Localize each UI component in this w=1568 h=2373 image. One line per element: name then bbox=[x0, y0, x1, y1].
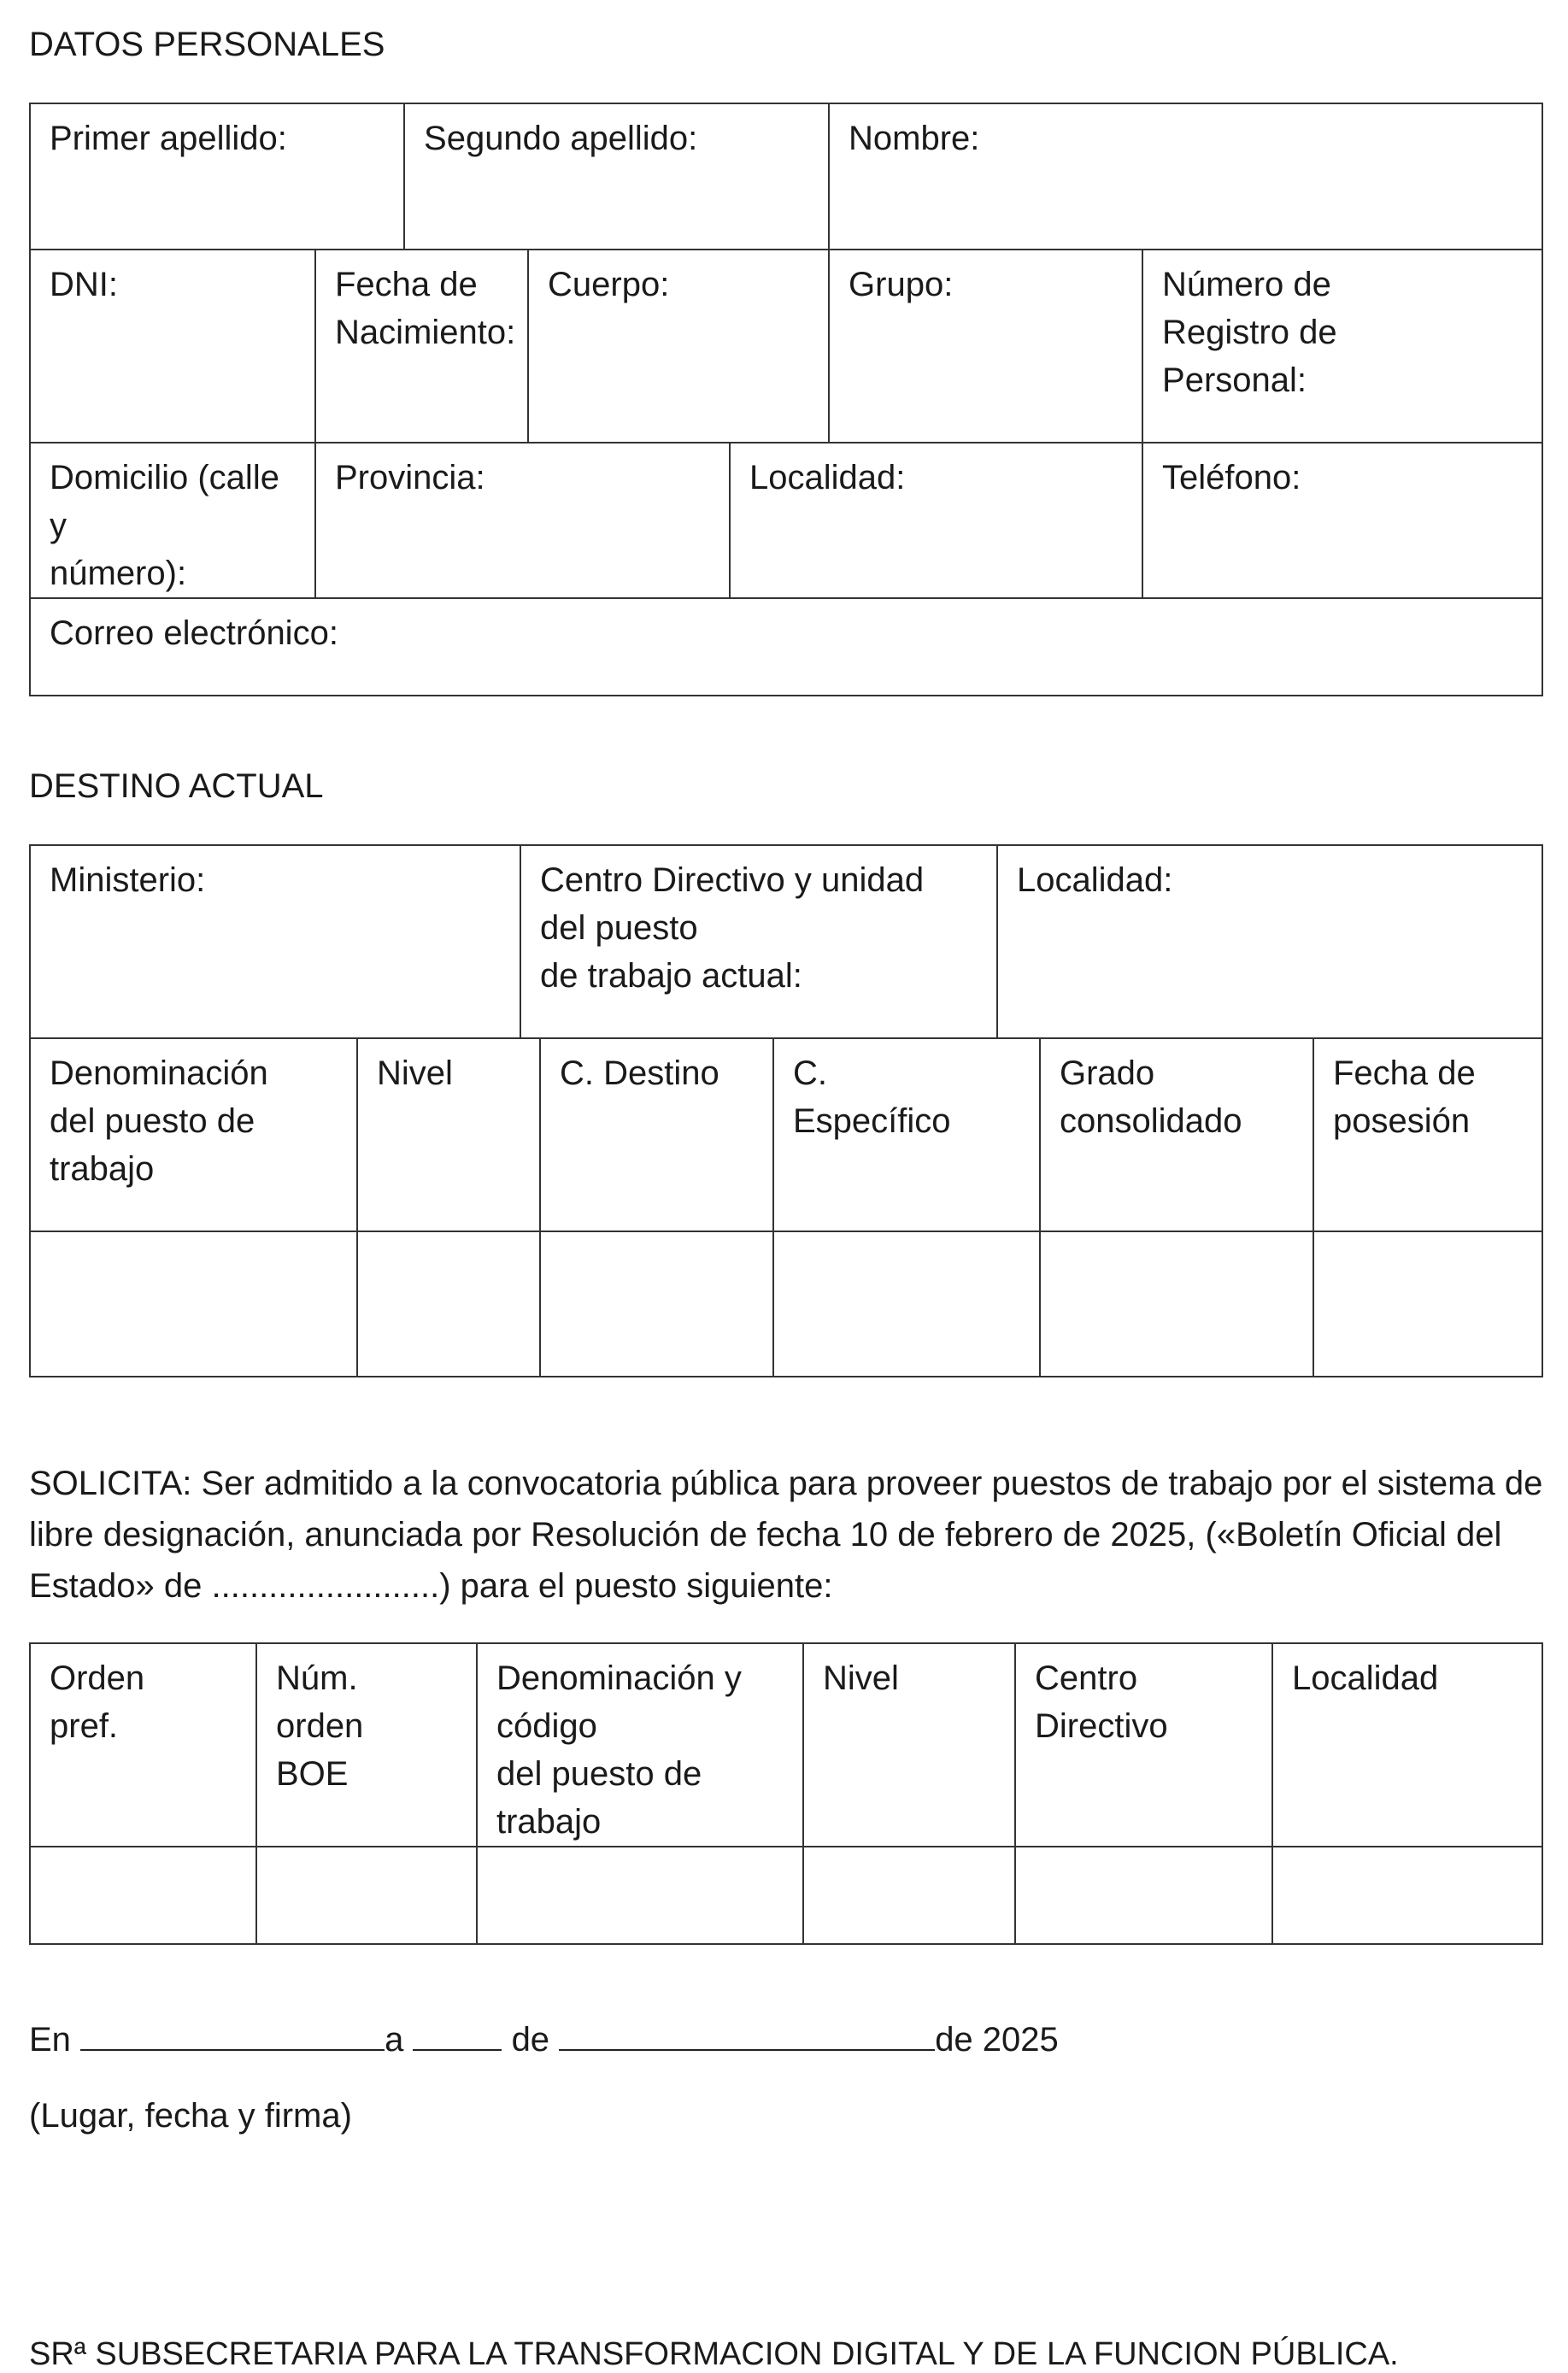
field-localidad-destino[interactable]: Localidad: bbox=[997, 845, 1542, 1038]
label-en: En bbox=[29, 2021, 71, 2059]
blank-mes[interactable] bbox=[559, 2015, 935, 2051]
input-fecha-posesion[interactable] bbox=[1313, 1231, 1542, 1377]
field-centro-directivo-unidad[interactable]: Centro Directivo y unidad del puesto de trabajo actual: bbox=[520, 845, 997, 1038]
input-nivel-puesto[interactable] bbox=[803, 1847, 1015, 1944]
signature-caption: (Lugar, fecha y firma) bbox=[29, 2097, 352, 2135]
header-orden-pref: Orden pref. bbox=[30, 1643, 256, 1847]
datos-personales-table bbox=[29, 103, 1543, 696]
input-c-especifico[interactable] bbox=[773, 1231, 1040, 1377]
header-c-destino: C. Destino bbox=[540, 1038, 773, 1231]
label-year: de 2025 bbox=[935, 2021, 1059, 2059]
section-title-destino-actual: DESTINO ACTUAL bbox=[29, 767, 324, 805]
input-grado-consolidado[interactable] bbox=[1040, 1231, 1313, 1377]
field-provincia[interactable]: Provincia: bbox=[315, 443, 730, 598]
field-ministerio[interactable]: Ministerio: bbox=[30, 845, 520, 1038]
input-orden-pref[interactable] bbox=[30, 1847, 256, 1944]
header-nivel: Nivel bbox=[357, 1038, 540, 1231]
field-correo-electronico[interactable]: Correo electrónico: bbox=[30, 598, 1542, 696]
header-nivel-puesto: Nivel bbox=[803, 1643, 1015, 1847]
header-denominacion-puesto: Denominación del puesto de trabajo bbox=[30, 1038, 357, 1231]
field-primer-apellido[interactable]: Primer apellido: bbox=[30, 103, 404, 250]
input-num-orden-boe[interactable] bbox=[256, 1847, 477, 1944]
recipient-footer: SRª SUBSECRETARIA PARA LA TRANSFORMACION DIGITAL Y DE LA FUNCION PÚBLICA. bbox=[29, 2336, 1399, 2372]
label-a: a bbox=[385, 2021, 404, 2059]
destino-actual-table bbox=[29, 844, 1543, 1039]
header-fecha-posesion: Fecha de posesión bbox=[1313, 1038, 1542, 1231]
field-localidad[interactable]: Localidad: bbox=[730, 443, 1142, 598]
signature-date-line bbox=[29, 2015, 1059, 2059]
puesto-solicitado-table bbox=[29, 1642, 1543, 1945]
header-centro-directivo: Centro Directivo bbox=[1015, 1643, 1272, 1847]
field-dni[interactable]: DNI: bbox=[30, 250, 315, 443]
blank-dia[interactable] bbox=[413, 2015, 502, 2051]
field-numero-registro-personal[interactable]: Número de Registro de Personal: bbox=[1142, 250, 1542, 443]
field-fecha-nacimiento[interactable]: Fecha de Nacimiento: bbox=[315, 250, 528, 443]
field-telefono[interactable]: Teléfono: bbox=[1142, 443, 1542, 598]
header-denominacion-codigo: Denominación y código del puesto de trabajo bbox=[477, 1643, 803, 1847]
blank-lugar[interactable] bbox=[80, 2015, 385, 2051]
input-nivel[interactable] bbox=[357, 1231, 540, 1377]
field-cuerpo[interactable]: Cuerpo: bbox=[528, 250, 829, 443]
input-c-destino[interactable] bbox=[540, 1231, 773, 1377]
destino-puesto-table bbox=[29, 1037, 1543, 1377]
header-num-orden-boe: Núm. orden BOE bbox=[256, 1643, 477, 1847]
field-domicilio[interactable]: Domicilio (calle y número): bbox=[30, 443, 315, 598]
header-c-especifico: C. Específico bbox=[773, 1038, 1040, 1231]
header-grado-consolidado: Grado consolidado bbox=[1040, 1038, 1313, 1231]
solicita-paragraph: SOLICITA: Ser admitido a la convocatoria pública para proveer puestos de trabajo por el sistema de libre designación, anunciada por Resolución de fecha 10 de febrero de 2025, («Boletín Oficial del Estado» de ........................) para el puesto siguiente: bbox=[29, 1465, 1543, 1605]
header-localidad-puesto: Localidad bbox=[1272, 1643, 1542, 1847]
field-nombre[interactable]: Nombre: bbox=[829, 103, 1542, 250]
field-segundo-apellido[interactable]: Segundo apellido: bbox=[404, 103, 829, 250]
input-centro-directivo[interactable] bbox=[1015, 1847, 1272, 1944]
input-localidad-puesto[interactable] bbox=[1272, 1847, 1542, 1944]
section-title-datos-personales: DATOS PERSONALES bbox=[29, 26, 385, 63]
input-denominacion-codigo[interactable] bbox=[477, 1847, 803, 1944]
input-denominacion-puesto[interactable] bbox=[30, 1231, 357, 1377]
field-grupo[interactable]: Grupo: bbox=[829, 250, 1142, 443]
label-de: de bbox=[511, 2021, 550, 2059]
